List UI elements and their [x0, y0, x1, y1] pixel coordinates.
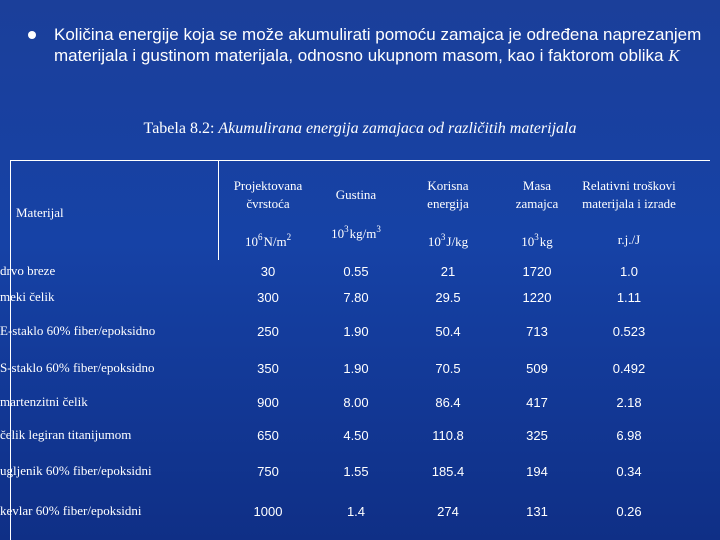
column-header-3-line1: Korisna	[427, 178, 469, 193]
column-header-5-line1: Relativni troškovi	[582, 178, 676, 193]
caption-text: Akumulirana energija zamajaca od različitih materijala	[218, 120, 577, 137]
unit-exponent: 3	[440, 232, 446, 242]
row-2-value-4: 1220	[522, 290, 552, 305]
row-8-value-4: 131	[526, 504, 548, 519]
row-4-value-1: 350	[257, 361, 279, 376]
row-8-value-2: 1.4	[346, 504, 366, 519]
row-7-value-3: 185.4	[431, 464, 465, 479]
column-unit-4	[497, 232, 577, 250]
row-5-value-3: 86.4	[435, 395, 461, 410]
column-unit-2	[316, 224, 396, 242]
row-8-value-1: 1000	[253, 504, 283, 519]
row-7-value-4: 194	[526, 464, 548, 479]
row-6-value-4: 325	[526, 428, 548, 443]
row-4-value-5: 0.492	[612, 361, 646, 376]
row-2-value-2: 7.80	[343, 290, 369, 305]
row-3-value-3: 50.4	[435, 324, 461, 339]
row-material-8: kevlar 60% fiber/epoksidni	[0, 503, 142, 518]
unit-base: 10	[244, 234, 258, 249]
column-header-1-line2: čvrstoća	[246, 196, 290, 211]
row-6-value-5: 6.98	[616, 428, 642, 443]
row-1-value-2: 0.55	[343, 264, 369, 279]
row-5-value-1: 900	[257, 395, 279, 410]
column-header-3-line2: energija	[427, 196, 469, 211]
row-material-3: E-staklo 60% fiber/epoksidno	[0, 323, 156, 338]
column-header-2-line1: Gustina	[335, 187, 377, 202]
row-6-value-3: 110.8	[432, 428, 464, 443]
unit-exponent-2: 2	[286, 232, 292, 242]
row-material-4: S-staklo 60% fiber/epoksidno	[0, 360, 155, 375]
unit-base: 10	[521, 234, 535, 249]
unit-main: r.j./J	[617, 232, 641, 247]
row-3-value-4: 713	[526, 324, 548, 339]
row-material-5: martenzitni čelik	[0, 394, 88, 409]
unit-main: N/m	[263, 234, 287, 249]
row-material-2: meki čelik	[0, 289, 55, 304]
row-material-6: čelik legiran titanijumom	[0, 427, 132, 442]
row-8-value-5: 0.26	[616, 504, 642, 519]
row-5-value-4: 417	[526, 395, 548, 410]
row-1-value-1: 30	[260, 264, 276, 279]
row-7-value-2: 1.55	[343, 464, 369, 479]
unit-exponent: 3	[344, 224, 349, 234]
unit-main: kg	[539, 234, 553, 249]
row-8-value-3: 274	[437, 504, 459, 519]
row-3-value-2: 1.90	[343, 324, 369, 339]
bullet-variable: K	[668, 46, 680, 65]
bullet-text-body: Količina energije koja se može akumulirati pomoću zamajca je određena naprezanjem materijala i gustinom materijala, odnosno ukupnom masom, kao i faktorom oblika	[54, 25, 702, 65]
row-3-value-1: 250	[257, 324, 279, 339]
row-4-value-2: 1.90	[343, 361, 369, 376]
row-6-value-2: 4.50	[343, 428, 369, 443]
column-header-5-line2: materijala i izrade	[582, 196, 676, 211]
row-4-value-4: 509	[526, 361, 548, 376]
material-header: Materijal	[16, 205, 64, 220]
row-6-value-1: 650	[257, 428, 279, 443]
unit-exponent-2: 3	[376, 224, 381, 234]
column-header-4-line2: zamajca	[515, 196, 559, 211]
row-4-value-3: 70.5	[435, 361, 461, 376]
row-3-value-5: 0.523	[612, 324, 646, 339]
table-border-left	[10, 160, 11, 540]
row-2-value-5: 1.11	[616, 290, 642, 305]
unit-main: J/kg	[446, 234, 469, 249]
unit-main: kg/m	[349, 226, 377, 241]
row-5-value-5: 2.18	[616, 395, 642, 410]
row-7-value-5: 0.34	[616, 464, 642, 479]
row-2-value-1: 300	[257, 290, 279, 305]
row-2-value-3: 29.5	[435, 290, 461, 305]
unit-exponent: 3	[534, 232, 539, 242]
row-material-7: ugljenik 60% fiber/epoksidni	[0, 463, 152, 478]
column-unit-5	[569, 232, 689, 248]
unit-base: 10	[427, 234, 441, 249]
unit-base: 10	[331, 226, 345, 241]
row-5-value-2: 8.00	[343, 395, 369, 410]
table-border-top	[10, 160, 710, 161]
row-7-value-1: 750	[257, 464, 279, 479]
row-material-1: drvo breze	[0, 263, 56, 278]
column-header-1-line1: Projektovana	[233, 178, 303, 193]
row-1-value-3: 21	[440, 264, 456, 279]
row-1-value-5: 1.0	[619, 264, 639, 279]
row-1-value-4: 1720	[522, 264, 552, 279]
column-header-4-line1: Masa	[522, 178, 552, 193]
unit-exponent: 6	[257, 232, 263, 242]
column-unit-1	[218, 232, 318, 250]
caption-label: Tabela 8.2:	[143, 120, 215, 137]
column-unit-3	[403, 232, 493, 250]
